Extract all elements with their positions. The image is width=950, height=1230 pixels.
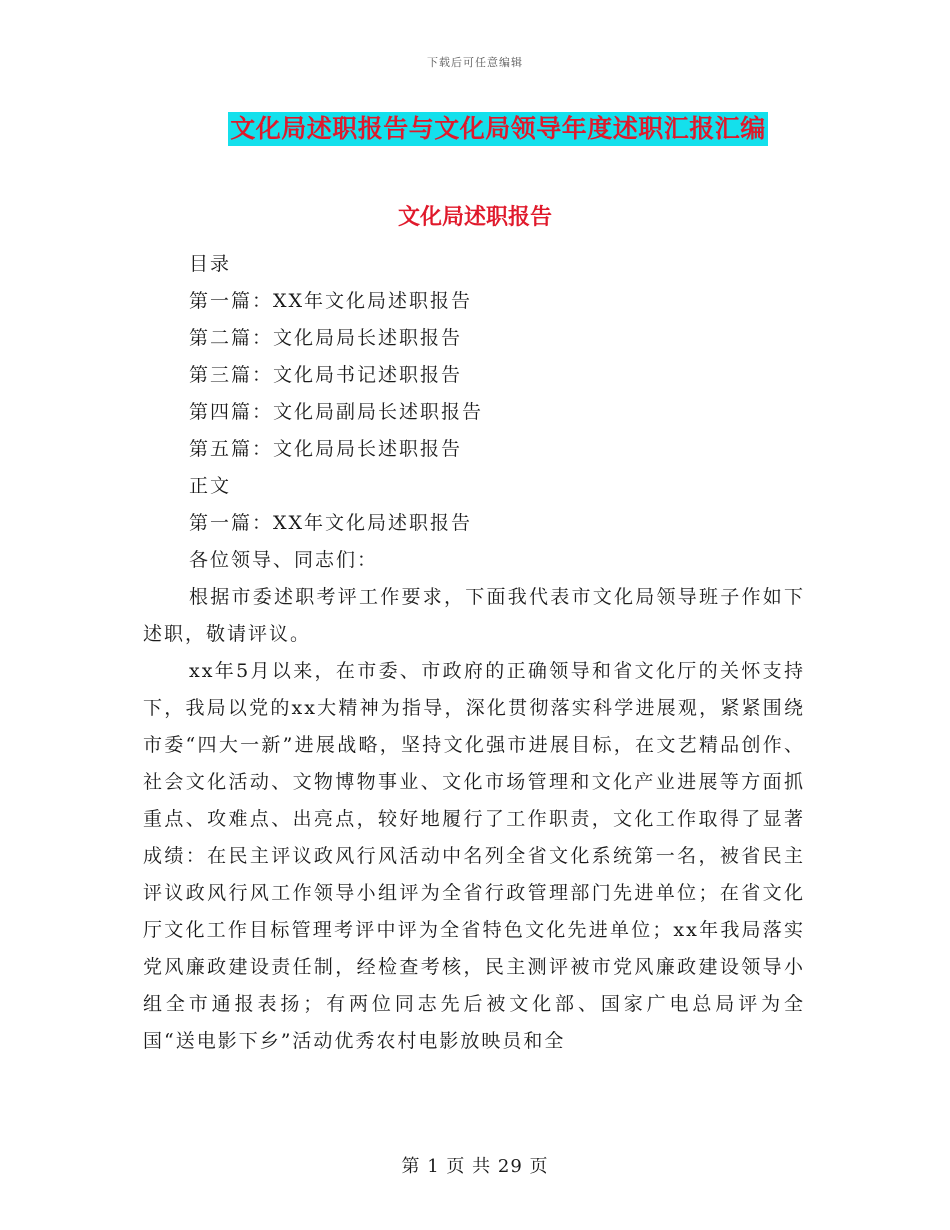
paragraph: xx年5月以来，在市委、市政府的正确领导和省文化厅的关怀支持下，我局以党的xx大精神为指导，深化贯彻落实科学进展观，紧紧围绕市委“四大一新”进展战略，坚持文化强市进展目标，在文艺精品创作、社会文化活动、文物博物事业、文化市场管理和文化产业进展等方面抓重点、攻难点、出亮点，较好地履行了工作职责，文化工作取得了显著成绩：在民主评议政风行风活动中名列全省文化系统第一名，被省民主评议政风行风工作领导小组评为全省行政管理部门先进单位；在省文化厅文化工作目标管理考评中评为全省特色文化先进单位；xx年我局落实党风廉政建设责任制，经检查考核，民主测评被市党风廉政建设领导小组全市通报表扬；有两位同志先后被文化部、国家广电总局评为全国“送电影下乡”活动优秀农村电影放映员和全: [143, 660, 805, 1052]
footer-total-pages: 29: [497, 1156, 523, 1177]
document-body: [143, 246, 805, 1060]
header-note: 下载后可任意编辑: [427, 56, 523, 69]
footer-page-number: 1: [427, 1156, 440, 1177]
paragraph: 根据市委述职考评工作要求，下面我代表市文化局领导班子作如下述职，敬请评议。: [143, 586, 805, 645]
toc-item: 第一篇：XX年文化局述职报告: [189, 290, 473, 312]
page-footer: [0, 1152, 950, 1178]
toc-item: 第四篇：文化局副局长述职报告: [189, 401, 484, 423]
footer-suffix: 页: [529, 1156, 549, 1177]
article-title: 第一篇：XX年文化局述职报告: [189, 512, 473, 534]
toc-item: 第三篇：文化局书记述职报告: [189, 364, 463, 386]
section-title: 文化局述职报告: [397, 204, 552, 230]
toc-item: 第二篇：文化局局长述职报告: [189, 327, 463, 349]
main-title: 文化局述职报告与文化局领导年度述职汇报汇编: [228, 112, 768, 146]
toc-heading: 目录: [189, 253, 232, 275]
salutation: 各位领导、同志们：: [189, 549, 379, 571]
main-title-container: [0, 112, 950, 146]
footer-prefix: 第: [401, 1156, 421, 1177]
footer-middle: 页 共: [446, 1156, 492, 1177]
toc-item: 第五篇：文化局局长述职报告: [189, 438, 463, 460]
body-heading: 正文: [189, 475, 232, 497]
